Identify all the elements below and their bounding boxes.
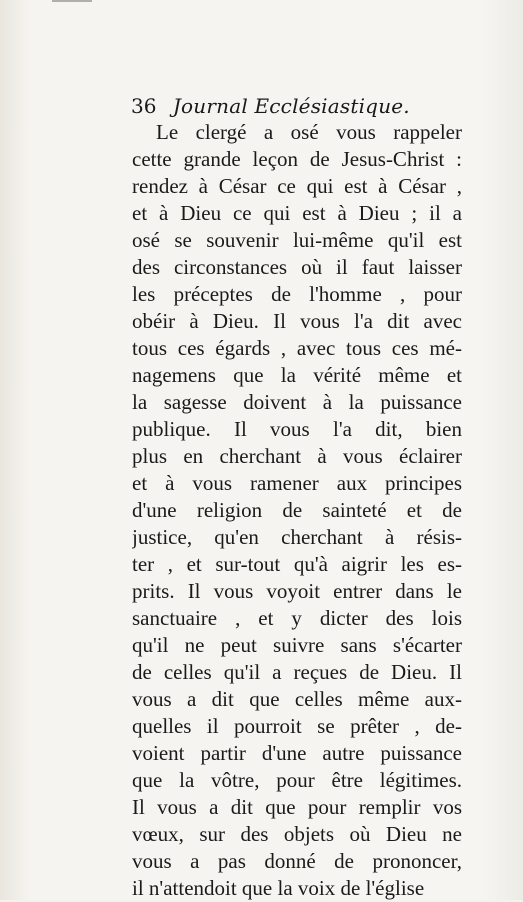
text-line: et à vous ramener aux principes xyxy=(132,471,462,495)
text-line: ter , et sur-tout qu'à aigrir les es- xyxy=(132,552,462,576)
text-line: justice, qu'en cherchant à résis- xyxy=(132,525,462,549)
text-line: et à Dieu ce qui est à Dieu ; il a xyxy=(132,201,462,225)
text-line: d'une religion de sainteté et de xyxy=(132,498,462,522)
text-line: Le clergé a osé vous rappeler xyxy=(156,120,462,144)
text-line: plus en cherchant à vous éclairer xyxy=(132,444,462,468)
text-line: il n'attendoit que la voix de l'église xyxy=(132,876,425,900)
text-line: quelles il pourroit se prêter , de- xyxy=(132,714,462,738)
running-title: Journal Ecclésiastique. xyxy=(172,94,410,118)
text-line: vous a pas donné de prononcer, xyxy=(132,849,462,873)
text-line: vœux, sur des objets où Dieu ne xyxy=(132,822,462,846)
text-line: tous ces égards , avec tous ces mé- xyxy=(132,336,462,360)
text-line: voient partir d'une autre puissance xyxy=(132,741,462,765)
text-line: rendez à César ce qui est à César , xyxy=(132,174,462,198)
text-line: cette grande leçon de Jesus-Christ : xyxy=(132,147,462,171)
text-line: obéir à Dieu. Il vous l'a dit avec xyxy=(132,309,462,333)
scan-mark xyxy=(52,0,92,8)
text-line: les préceptes de l'homme , pour xyxy=(132,282,462,306)
text-line: Il vous a dit que pour remplir vos xyxy=(132,795,462,819)
page-number: 36 xyxy=(131,94,157,118)
body-text xyxy=(132,119,462,902)
text-line: nagemens que la vérité même et xyxy=(132,363,462,387)
text-line: osé se souvenir lui-même qu'il est xyxy=(132,228,462,252)
text-line: vous a dit que celles même aux- xyxy=(132,687,462,711)
text-line: prits. Il vous voyoit entrer dans le xyxy=(132,579,462,603)
text-line: de celles qu'il a reçues de Dieu. Il xyxy=(132,660,462,684)
text-line: qu'il ne peut suivre sans s'écarter xyxy=(132,633,462,657)
text-line: des circonstances où il faut laisser xyxy=(132,255,462,279)
text-line: publique. Il vous l'a dit, bien xyxy=(132,417,462,441)
text-line: la sagesse doivent à la puissance xyxy=(132,390,462,414)
text-line: sanctuaire , et y dicter des lois xyxy=(132,606,462,630)
page-header xyxy=(131,90,461,122)
text-line: que la vôtre, pour être légitimes. xyxy=(132,768,462,792)
